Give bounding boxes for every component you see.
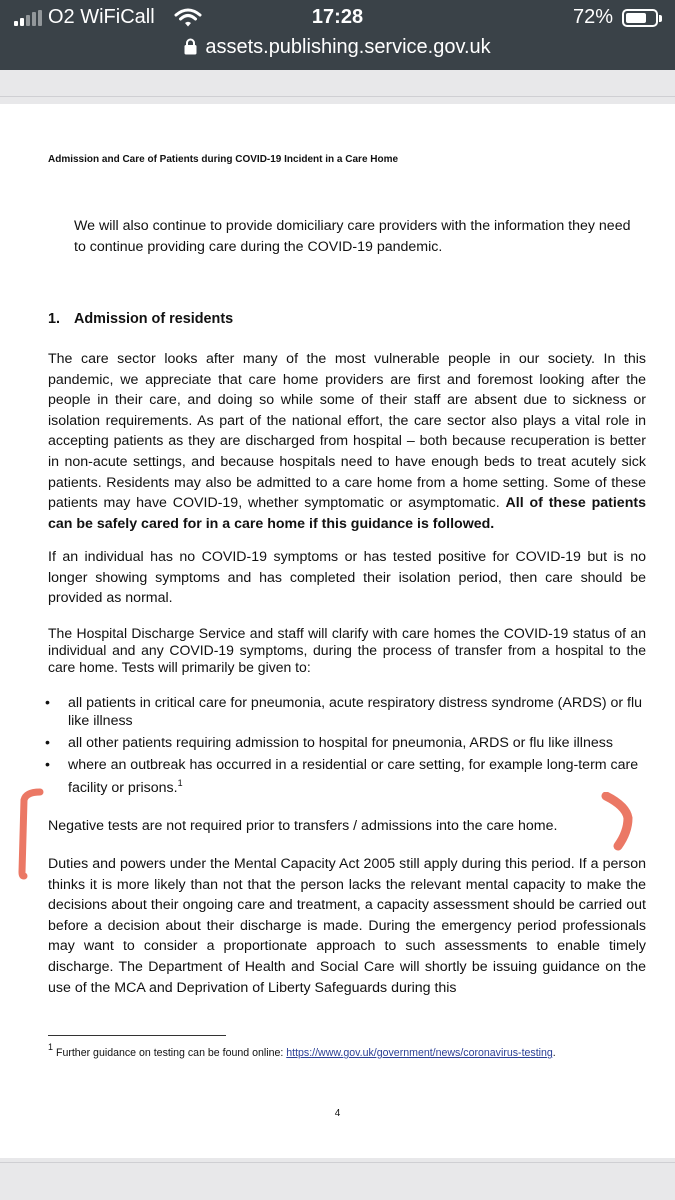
footnote-number: 1 [48, 1042, 54, 1052]
paragraph-hospital-discharge: The Hospital Discharge Service and staff will clarify with care homes the COVID-19 status of an individual and any COVID-19 symptoms, during the process of transfer from a hospital to the care home. Tests will primarily be given to: [48, 625, 646, 675]
section-number: 1. [48, 311, 61, 327]
carrier-name: O2 WiFiCall [48, 6, 155, 28]
footnote-reference[interactable]: 1 [177, 778, 183, 788]
test-criteria-list [48, 694, 646, 801]
paragraph-mental-capacity: Duties and powers under the Mental Capacity Act 2005 still apply during this period. If a person thinks it is more likely than not that the person lacks the relevant mental capacity to make the decisions about their ongoing care and treatment, a capacity assessment should be carried out before a decision about their discharge is made. During the emergency period professionals may want to consider a proportionate approach to such assessments to enable timely discharge. The Department of Health and Social Care will shortly be issuing guidance on the use of the MCA and Deprivation of Liberty Safeguards during this [48, 856, 646, 996]
list-item: • all patients in critical care for pneumonia, acute respiratory distress syndrome (ARDS) or flu like illness [48, 694, 646, 730]
list-item-text: where an outbreak has occurred in a residential or care setting, for example long-term care facility or prisons. [68, 757, 639, 796]
address-bar[interactable] [0, 36, 675, 59]
status-bar [0, 0, 675, 36]
intro-paragraph: We will also continue to provide domiciliary care providers with the information they need to continue providing care during the COVID-19 pandemic. [74, 218, 631, 255]
clock: 17:28 [311, 6, 364, 28]
paragraph-care-sector [48, 349, 646, 534]
document-running-header: Admission and Care of Patients during COVID-19 Incident in a Care Home [48, 154, 399, 165]
lock-icon [184, 38, 197, 55]
footnote [48, 1042, 556, 1059]
paragraph-care-sector-bold: All of these patients can be safely cared for in a care home if this guidance is followed. [48, 495, 646, 532]
paragraph-no-symptoms: If an individual has no COVID-19 symptoms or has tested positive for COVID-19 but is no longer showing symptoms and has completed their isolation period, then care should be provided as normal. [48, 549, 646, 607]
section-title: Admission of residents [74, 311, 234, 327]
page-top-edge [0, 96, 675, 97]
section-heading [48, 311, 233, 327]
url-text: assets.publishing.service.gov.uk [205, 36, 491, 58]
footnote-text: Further guidance on testing can be found online: [55, 1047, 287, 1059]
battery-percent: 72% [573, 6, 614, 28]
highlighted-paragraph: Negative tests are not required prior to transfers / admissions into the care home. [48, 818, 558, 834]
left-bracket-annotation [10, 788, 50, 880]
list-item [48, 756, 646, 797]
footnote-link[interactable]: https://www.gov.uk/government/news/coronavirus-testing [286, 1047, 553, 1059]
footnote-end: . [552, 1047, 556, 1059]
pdf-page [0, 104, 675, 1158]
footnote-divider [48, 1035, 226, 1036]
right-bracket-annotation [594, 792, 644, 852]
battery-icon [622, 9, 658, 27]
paragraph-care-sector-text: The care sector looks after many of the most vulnerable people in our society. In this pandemic, we appreciate that care home providers are first and foremost looking after the people in their care, and doing so while some of their staff are absent due to sickness or isolation requirements. As part of the national effort, the care sector also plays a vital role in accepting patients as they are discharged from hospital – both because recuperation is better in non-acute settings, and because hospitals need to have enough beds to treat acutely sick patients. Residents may also be admitted to a care home from a home setting. Some of these patients may have COVID-19, whether symptomatic or asymptomatic. [48, 351, 646, 512]
page-bottom-edge [0, 1162, 675, 1163]
list-item: • all other patients requiring admission to hospital for pneumonia, ARDS or flu like illness [48, 734, 646, 752]
pdf-viewer[interactable] [0, 70, 675, 1200]
browser-top-bar [0, 0, 675, 70]
page-number: 4 [334, 1108, 341, 1119]
